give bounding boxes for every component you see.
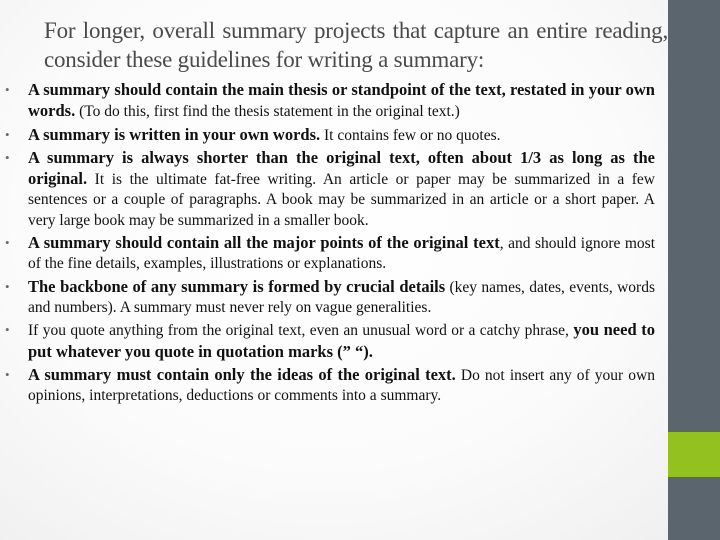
item-text: , and should ignore most of the fine details, examples, illustrations or explanations. — [28, 235, 656, 273]
slide-title: For longer, overall summary projects that capture an entire reading, consider these guidelines for writing a summary: — [44, 18, 668, 72]
item-bold-text: A summary should contain the main thesis or standpoint of the text, restated in your own words. — [28, 80, 655, 121]
bullet-icon: • — [5, 82, 10, 97]
bullet-icon: • — [5, 322, 10, 338]
item-text: (key names, dates, events, words and numbers). A summary must never rely on vague generalities. — [28, 278, 655, 316]
guideline-list — [0, 80, 668, 408]
accent-block — [668, 432, 720, 477]
item-text: It is the ultimate fat-free writing. An article or paper may be summarized in a few sentences or a couple of paragraphs. A book may be summarized in an article or a short paper. A very large book may be summarized in a smaller book. — [28, 171, 655, 229]
item-bold-text: A summary is written in your own words. — [28, 124, 321, 144]
bullet-icon: • — [5, 149, 10, 165]
item-bold-text: you need to put whatever you quote in quotation marks (” “). — [28, 320, 656, 361]
list-item — [0, 125, 668, 146]
bullet-icon: • — [5, 126, 10, 142]
item-bold-text: A summary should contain all the major points of the original text — [28, 233, 500, 253]
bullet-icon: • — [5, 278, 10, 294]
list-item — [0, 320, 668, 363]
item-text: Do not insert any of your own opinions, interpretations, deductions or comments into a summary. — [28, 366, 655, 405]
list-item — [0, 365, 668, 407]
list-item — [0, 148, 668, 231]
item-text: If you quote anything from the original text, even an unusual word or a catchy phrase, — [28, 322, 574, 340]
list-item — [0, 277, 668, 319]
bullet-icon: • — [5, 235, 10, 251]
bullet-icon: • — [5, 366, 10, 382]
item-bold-text: A summary must contain only the ideas of the original text. — [28, 364, 456, 384]
item-bold-text: A summary is always shorter than the original text, often about 1/3 as long as the original. — [28, 147, 655, 189]
item-bold-text: The backbone of any summary is formed by crucial details — [28, 276, 446, 296]
list-item — [0, 233, 668, 275]
item-text: It contains few or no quotes. — [320, 126, 501, 144]
list-item — [0, 80, 668, 123]
item-text: (To do this, first find the thesis statement in the original text.) — [75, 103, 460, 121]
